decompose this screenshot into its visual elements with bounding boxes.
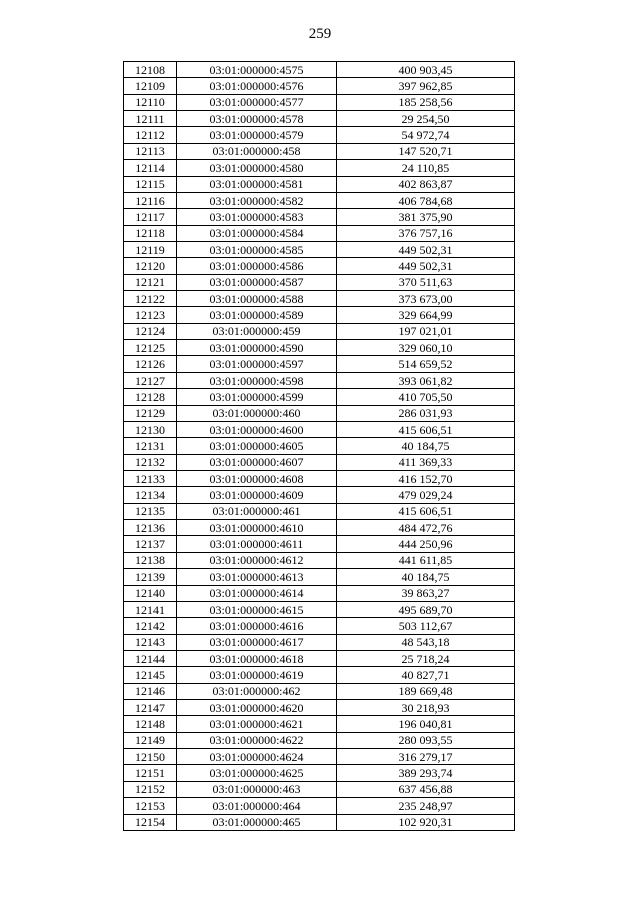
value-cell: 406 784,68 (337, 192, 515, 208)
value-cell: 40 827,71 (337, 667, 515, 683)
row-number-cell: 12145 (124, 667, 177, 683)
cadastral-number-cell: 03:01:000000:4615 (177, 601, 337, 617)
cadastral-number-cell: 03:01:000000:4614 (177, 585, 337, 601)
value-cell: 444 250,96 (337, 536, 515, 552)
row-number-cell: 12153 (124, 798, 177, 814)
value-cell: 147 520,71 (337, 143, 515, 159)
row-number-cell: 12135 (124, 503, 177, 519)
cadastral-number-cell: 03:01:000000:4607 (177, 454, 337, 470)
cadastral-number-cell: 03:01:000000:4590 (177, 340, 337, 356)
row-number-cell: 12140 (124, 585, 177, 601)
value-cell: 479 029,24 (337, 487, 515, 503)
value-cell: 24 110,85 (337, 160, 515, 176)
row-number-cell: 12117 (124, 209, 177, 225)
row-number-cell: 12108 (124, 62, 177, 78)
cadastral-number-cell: 03:01:000000:4575 (177, 62, 337, 78)
value-cell: 411 369,33 (337, 454, 515, 470)
cadastral-number-cell: 03:01:000000:4578 (177, 111, 337, 127)
cadastral-number-cell: 03:01:000000:4618 (177, 650, 337, 666)
cadastral-number-cell: 03:01:000000:459 (177, 323, 337, 339)
row-number-cell: 12126 (124, 356, 177, 372)
value-cell: 280 093,55 (337, 732, 515, 748)
value-cell: 400 903,45 (337, 62, 515, 78)
row-number-cell: 12134 (124, 487, 177, 503)
row-number-cell: 12129 (124, 405, 177, 421)
table-row (124, 814, 515, 830)
table-row (124, 160, 515, 176)
value-cell: 484 472,76 (337, 520, 515, 536)
table-row (124, 274, 515, 290)
value-cell: 449 502,31 (337, 258, 515, 274)
table-row (124, 732, 515, 748)
cadastral-number-cell: 03:01:000000:4579 (177, 127, 337, 143)
cadastral-number-cell: 03:01:000000:4584 (177, 225, 337, 241)
table-row (124, 78, 515, 94)
row-number-cell: 12128 (124, 389, 177, 405)
table-row (124, 209, 515, 225)
cadastral-number-cell: 03:01:000000:4610 (177, 520, 337, 536)
row-number-cell: 12144 (124, 650, 177, 666)
row-number-cell: 12146 (124, 683, 177, 699)
row-number-cell: 12123 (124, 307, 177, 323)
table-row (124, 700, 515, 716)
table-row (124, 683, 515, 699)
value-cell: 449 502,31 (337, 241, 515, 257)
row-number-cell: 12115 (124, 176, 177, 192)
cadastral-number-cell: 03:01:000000:4624 (177, 749, 337, 765)
table-row (124, 634, 515, 650)
table-row (124, 94, 515, 110)
cadastral-number-cell: 03:01:000000:4611 (177, 536, 337, 552)
row-number-cell: 12151 (124, 765, 177, 781)
row-number-cell: 12143 (124, 634, 177, 650)
table-row (124, 536, 515, 552)
cadastral-number-cell: 03:01:000000:461 (177, 503, 337, 519)
value-cell: 441 611,85 (337, 552, 515, 568)
cadastral-number-cell: 03:01:000000:4617 (177, 634, 337, 650)
row-number-cell: 12136 (124, 520, 177, 536)
value-cell: 415 606,51 (337, 503, 515, 519)
table-row (124, 781, 515, 797)
table-row (124, 389, 515, 405)
row-number-cell: 12138 (124, 552, 177, 568)
table-row (124, 503, 515, 519)
table-row (124, 258, 515, 274)
table-row (124, 569, 515, 585)
value-cell: 416 152,70 (337, 470, 515, 486)
row-number-cell: 12133 (124, 470, 177, 486)
cadastral-number-cell: 03:01:000000:4621 (177, 716, 337, 732)
cadastral-number-cell: 03:01:000000:4577 (177, 94, 337, 110)
cadastral-number-cell: 03:01:000000:4605 (177, 438, 337, 454)
row-number-cell: 12137 (124, 536, 177, 552)
cadastral-number-cell: 03:01:000000:4587 (177, 274, 337, 290)
row-number-cell: 12132 (124, 454, 177, 470)
table-row (124, 716, 515, 732)
table-row (124, 111, 515, 127)
registry-table-body (124, 62, 515, 831)
table-row (124, 667, 515, 683)
cadastral-number-cell: 03:01:000000:4576 (177, 78, 337, 94)
cadastral-number-cell: 03:01:000000:464 (177, 798, 337, 814)
row-number-cell: 12124 (124, 323, 177, 339)
table-row (124, 372, 515, 388)
value-cell: 329 060,10 (337, 340, 515, 356)
cadastral-number-cell: 03:01:000000:4616 (177, 618, 337, 634)
row-number-cell: 12111 (124, 111, 177, 127)
table-row (124, 176, 515, 192)
cadastral-number-cell: 03:01:000000:4581 (177, 176, 337, 192)
row-number-cell: 12154 (124, 814, 177, 830)
value-cell: 316 279,17 (337, 749, 515, 765)
value-cell: 25 718,24 (337, 650, 515, 666)
cadastral-number-cell: 03:01:000000:4582 (177, 192, 337, 208)
table-row (124, 421, 515, 437)
table-row (124, 307, 515, 323)
value-cell: 189 669,48 (337, 683, 515, 699)
cadastral-number-cell: 03:01:000000:4620 (177, 700, 337, 716)
value-cell: 389 293,74 (337, 765, 515, 781)
value-cell: 235 248,97 (337, 798, 515, 814)
value-cell: 40 184,75 (337, 438, 515, 454)
table-row (124, 62, 515, 78)
table-row (124, 356, 515, 372)
cadastral-number-cell: 03:01:000000:4598 (177, 372, 337, 388)
value-cell: 370 511,63 (337, 274, 515, 290)
cadastral-number-cell: 03:01:000000:465 (177, 814, 337, 830)
cadastral-number-cell: 03:01:000000:460 (177, 405, 337, 421)
value-cell: 196 040,81 (337, 716, 515, 732)
cadastral-number-cell: 03:01:000000:4580 (177, 160, 337, 176)
cadastral-number-cell: 03:01:000000:4585 (177, 241, 337, 257)
table-row (124, 225, 515, 241)
table-row (124, 470, 515, 486)
row-number-cell: 12110 (124, 94, 177, 110)
value-cell: 39 863,27 (337, 585, 515, 601)
row-number-cell: 12152 (124, 781, 177, 797)
row-number-cell: 12113 (124, 143, 177, 159)
cadastral-number-cell: 03:01:000000:4586 (177, 258, 337, 274)
cadastral-number-cell: 03:01:000000:4597 (177, 356, 337, 372)
row-number-cell: 12149 (124, 732, 177, 748)
value-cell: 402 863,87 (337, 176, 515, 192)
cadastral-number-cell: 03:01:000000:4583 (177, 209, 337, 225)
value-cell: 376 757,16 (337, 225, 515, 241)
row-number-cell: 12139 (124, 569, 177, 585)
row-number-cell: 12125 (124, 340, 177, 356)
registry-table (123, 61, 515, 831)
row-number-cell: 12114 (124, 160, 177, 176)
value-cell: 48 543,18 (337, 634, 515, 650)
row-number-cell: 12122 (124, 291, 177, 307)
row-number-cell: 12147 (124, 700, 177, 716)
table-row (124, 405, 515, 421)
row-number-cell: 12150 (124, 749, 177, 765)
row-number-cell: 12130 (124, 421, 177, 437)
table-row (124, 487, 515, 503)
value-cell: 393 061,82 (337, 372, 515, 388)
row-number-cell: 12112 (124, 127, 177, 143)
value-cell: 503 112,67 (337, 618, 515, 634)
value-cell: 381 375,90 (337, 209, 515, 225)
table-row (124, 241, 515, 257)
table-row (124, 798, 515, 814)
table-row (124, 601, 515, 617)
value-cell: 185 258,56 (337, 94, 515, 110)
value-cell: 329 664,99 (337, 307, 515, 323)
value-cell: 415 606,51 (337, 421, 515, 437)
row-number-cell: 12116 (124, 192, 177, 208)
value-cell: 495 689,70 (337, 601, 515, 617)
row-number-cell: 12119 (124, 241, 177, 257)
cadastral-number-cell: 03:01:000000:4613 (177, 569, 337, 585)
cadastral-number-cell: 03:01:000000:4609 (177, 487, 337, 503)
row-number-cell: 12127 (124, 372, 177, 388)
row-number-cell: 12142 (124, 618, 177, 634)
table-row (124, 765, 515, 781)
table-row (124, 585, 515, 601)
table-row (124, 749, 515, 765)
value-cell: 197 021,01 (337, 323, 515, 339)
cadastral-number-cell: 03:01:000000:4612 (177, 552, 337, 568)
cadastral-number-cell: 03:01:000000:463 (177, 781, 337, 797)
page-number: 259 (308, 26, 332, 42)
cadastral-number-cell: 03:01:000000:4600 (177, 421, 337, 437)
table-row (124, 192, 515, 208)
cadastral-number-cell: 03:01:000000:4619 (177, 667, 337, 683)
value-cell: 514 659,52 (337, 356, 515, 372)
cadastral-number-cell: 03:01:000000:4589 (177, 307, 337, 323)
row-number-cell: 12109 (124, 78, 177, 94)
cadastral-number-cell: 03:01:000000:4588 (177, 291, 337, 307)
value-cell: 286 031,93 (337, 405, 515, 421)
row-number-cell: 12120 (124, 258, 177, 274)
table-row (124, 618, 515, 634)
value-cell: 30 218,93 (337, 700, 515, 716)
table-row (124, 520, 515, 536)
table-row (124, 323, 515, 339)
value-cell: 40 184,75 (337, 569, 515, 585)
table-row (124, 127, 515, 143)
value-cell: 102 920,31 (337, 814, 515, 830)
cadastral-number-cell: 03:01:000000:4625 (177, 765, 337, 781)
value-cell: 29 254,50 (337, 111, 515, 127)
row-number-cell: 12131 (124, 438, 177, 454)
table-row (124, 650, 515, 666)
table-row (124, 438, 515, 454)
cadastral-number-cell: 03:01:000000:4622 (177, 732, 337, 748)
table-row (124, 340, 515, 356)
row-number-cell: 12148 (124, 716, 177, 732)
row-number-cell: 12141 (124, 601, 177, 617)
value-cell: 397 962,85 (337, 78, 515, 94)
value-cell: 373 673,00 (337, 291, 515, 307)
value-cell: 410 705,50 (337, 389, 515, 405)
row-number-cell: 12121 (124, 274, 177, 290)
cadastral-number-cell: 03:01:000000:4608 (177, 470, 337, 486)
cadastral-number-cell: 03:01:000000:462 (177, 683, 337, 699)
cadastral-number-cell: 03:01:000000:4599 (177, 389, 337, 405)
table-row (124, 291, 515, 307)
table-row (124, 552, 515, 568)
table-row (124, 454, 515, 470)
table-row (124, 143, 515, 159)
value-cell: 637 456,88 (337, 781, 515, 797)
value-cell: 54 972,74 (337, 127, 515, 143)
row-number-cell: 12118 (124, 225, 177, 241)
cadastral-number-cell: 03:01:000000:458 (177, 143, 337, 159)
